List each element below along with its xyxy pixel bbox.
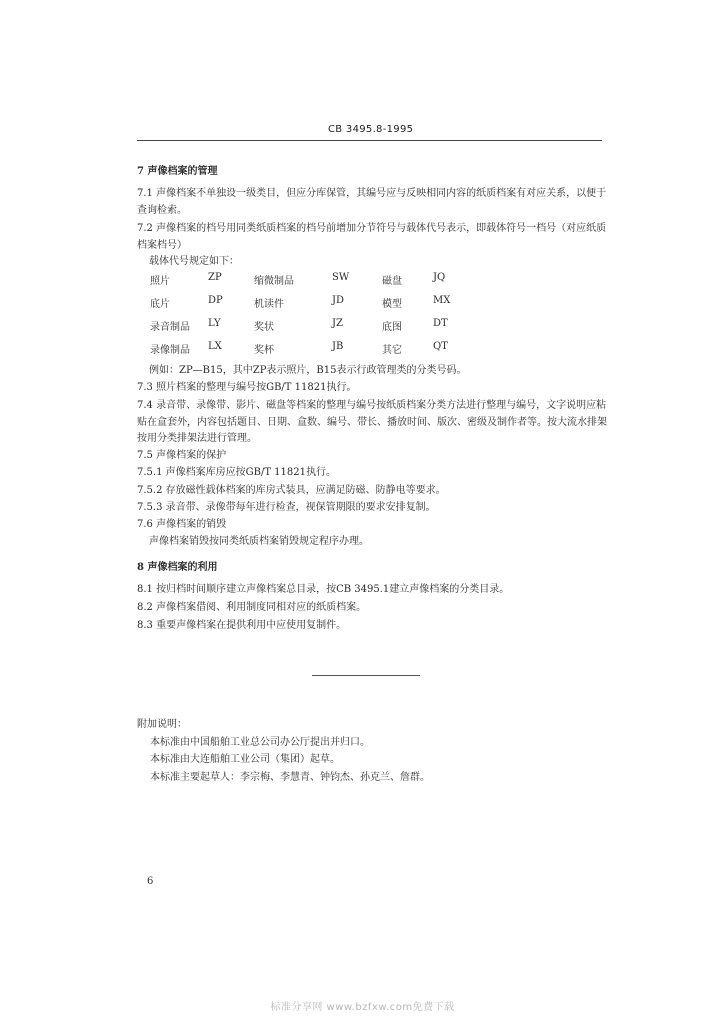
standard-number-header: CB 3495.8-1995 — [328, 124, 414, 135]
code-cell: 磁盘 — [382, 276, 402, 287]
section-7-title: 7 声像档案的管理 — [137, 166, 218, 177]
page-number: 6 — [147, 876, 154, 887]
code-cell: 机读件 — [254, 299, 284, 310]
clause-7-3: 7.3 照片档案的整理与编号按GB/T 11821执行。 — [137, 382, 357, 393]
appendix-title: 附加说明： — [137, 719, 187, 730]
site-watermark: 标准分享网 www.bzfxw.com免费下载 — [270, 1002, 455, 1013]
code-cell: 录像制品 — [150, 345, 190, 356]
code-cell: 缩微制品 — [254, 276, 294, 287]
appendix-line-1: 本标准由中国船舶工业总公司办公厅提出并归口。 — [150, 737, 370, 748]
clause-8-2: 8.2 声像档案借阅、利用制度同相对应的纸质档案。 — [137, 602, 367, 613]
code-cell: SW — [332, 272, 350, 283]
clause-7-2: 7.2 声像档案的档号用同类纸质档案的档号前增加分节符号与载体代号表示，即载体符号一档号（对应纸质档案档号） — [137, 223, 607, 251]
carrier-code-intro: 载体代号规定如下： — [149, 256, 239, 267]
clause-8-3: 8.3 重要声像档案在提供利用中应使用复制件。 — [137, 620, 347, 631]
code-cell: 奖杯 — [254, 345, 274, 356]
header-rule — [137, 140, 602, 141]
clause-7-5-3: 7.5.3 录音带、录像带每年进行检查，视保管期限的要求安排复制。 — [137, 502, 436, 513]
code-cell: 底图 — [382, 322, 402, 333]
clause-7-1: 7.1 声像档案不单独设一级类目，但应分库保管，其编号应与反映相同内容的纸质档案有对应关系，以便于查询检索。 — [137, 188, 607, 216]
code-cell: LY — [208, 318, 221, 329]
code-cell: 其它 — [382, 345, 402, 356]
clause-7-4: 7.4 录音带、录像带、影片、磁盘等档案的整理与编号按纸质档案分类方法进行整理与编号，文字说明应粘贴在盒套外，内容包括题目、日期、盒数、编号、带长、播放时间、版次、密级及制作者等。按大流水排架按用分类排架法进行管理。 — [137, 400, 607, 444]
code-cell: JD — [332, 295, 345, 306]
code-cell: DT — [433, 318, 448, 329]
code-cell: DP — [208, 295, 223, 306]
code-cell: 录音制品 — [150, 322, 190, 333]
code-cell: ZP — [208, 272, 222, 283]
code-cell: QT — [433, 341, 448, 352]
code-cell: MX — [433, 295, 451, 306]
end-divider — [312, 675, 420, 676]
code-cell: 奖状 — [254, 322, 274, 333]
clause-8-1: 8.1 按归档时间顺序建立声像档案总目录，按CB 3495.1建立声像档案的分类目录。 — [137, 584, 510, 595]
clause-7-5-2: 7.5.2 存放磁性载体档案的库房式装具，应满足防磁、防静电等要求。 — [137, 485, 446, 496]
appendix-line-2: 本标准由大连船舶工业公司（集团）起草。 — [150, 754, 340, 765]
code-cell: LX — [208, 341, 222, 352]
code-cell: 模型 — [382, 299, 402, 310]
code-cell: 照片 — [150, 276, 170, 287]
code-cell: JZ — [332, 318, 343, 329]
clause-7-6-text: 声像档案销毁按同类纸质档案销毁规定程序办理。 — [149, 536, 369, 547]
appendix-line-3: 本标准主要起草人：李宗梅、李慧青、钟钧杰、孙克兰、詹群。 — [150, 772, 430, 783]
code-cell: 底片 — [150, 299, 170, 310]
code-example: 例如：ZP—B15，其中ZP表示照片，B15表示行政管理类的分类号码。 — [149, 365, 467, 376]
section-8-title: 8 声像档案的利用 — [137, 562, 218, 573]
code-cell: JB — [332, 341, 344, 352]
clause-7-6: 7.6 声像档案的销毁 — [137, 519, 227, 530]
clause-7-5: 7.5 声像档案的保护 — [137, 450, 227, 461]
code-cell: JQ — [433, 272, 446, 283]
clause-7-5-1: 7.5.1 声像档案库房应按GB/T 11821执行。 — [137, 467, 336, 478]
